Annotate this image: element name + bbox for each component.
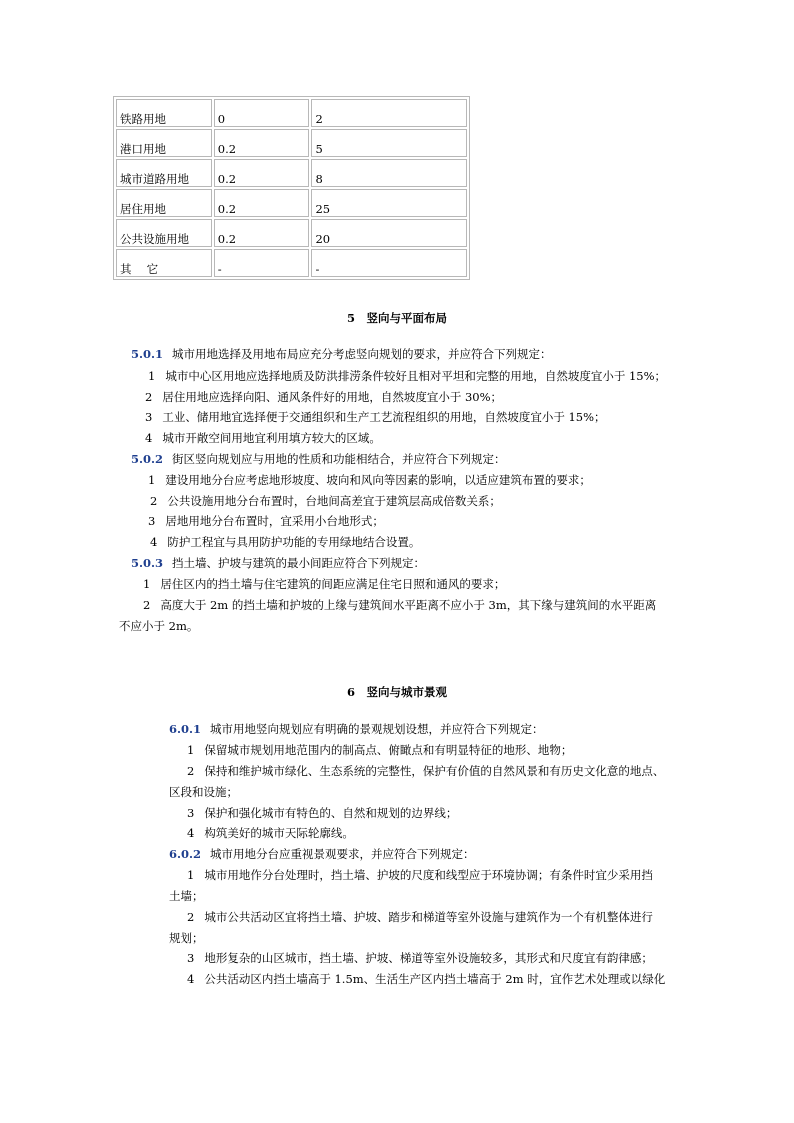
table-cell-max-slope: 20 — [311, 219, 467, 247]
list-item — [187, 805, 457, 821]
item-text: 公共设施用地分台布置时，台地间高差宜于建筑层高成倍数关系； — [167, 494, 501, 508]
list-item — [187, 825, 354, 841]
clause-text: 城市用地选择及用地布局应充分考虑竖向规划的要求，并应符合下列规定： — [172, 347, 552, 361]
table-row — [116, 159, 467, 187]
item-text: 公共活动区内挡土墙高于 1.5m、生活生产区内挡土墙高于 2m 时，宜作艺术处理或以绿化 — [204, 972, 666, 986]
section-6-title: 6 竖向与城市景观 — [346, 685, 447, 699]
item-number: 4 — [187, 826, 195, 840]
clause-5-0-3 — [131, 555, 425, 571]
item-number: 1 — [187, 743, 195, 757]
item-text: 防护工程宜与具用防护功能的专用绿地结合设置。 — [167, 535, 421, 549]
item-number: 4 — [187, 972, 195, 986]
list-item-continuation: 规划； — [169, 931, 204, 945]
table-cell-land-use: 港口用地 — [116, 129, 212, 157]
item-number: 2 — [143, 598, 151, 612]
list-item-continuation: 土墙； — [169, 889, 204, 903]
item-text: 高度大于 2m 的挡土墙和护坡的上缘与建筑间水平距离不应小于 3m，其下缘与建筑间的水平距离 — [160, 598, 657, 612]
table-cell-max-slope: 8 — [311, 159, 467, 187]
list-item — [143, 597, 656, 613]
item-number: 2 — [187, 764, 195, 778]
item-number: 1 — [143, 577, 151, 591]
item-number: 2 — [187, 910, 195, 924]
list-item — [148, 513, 384, 529]
table-cell-max-slope: - — [311, 249, 467, 277]
table-row — [116, 189, 467, 217]
list-item — [187, 763, 664, 779]
list-item — [150, 493, 501, 509]
list-item — [150, 534, 420, 550]
table-row — [116, 249, 467, 277]
table-cell-land-use: 铁路用地 — [116, 99, 212, 127]
clause-5-0-2 — [131, 451, 506, 467]
clause-6-0-2 — [169, 846, 475, 862]
table-cell-min-slope: 0.2 — [214, 129, 310, 157]
item-number: 1 — [148, 369, 156, 383]
table-cell-max-slope: 25 — [311, 189, 467, 217]
section-5-title: 5 竖向与平面布局 — [346, 311, 447, 325]
list-item — [148, 472, 591, 488]
list-item — [148, 368, 666, 384]
item-number: 2 — [145, 390, 153, 404]
clause-6-0-1 — [169, 721, 544, 737]
item-text: 工业、储用地宜选择便于交通组织和生产工艺流程组织的用地，自然坡度宜小于 15%； — [162, 410, 606, 424]
list-item — [187, 971, 665, 987]
list-item — [145, 389, 502, 405]
clause-number: 5.0.2 — [131, 452, 164, 466]
item-number: 1 — [187, 868, 195, 882]
item-text: 居住用地应选择向阳、通风条件好的用地，自然坡度宜小于 30%； — [162, 390, 503, 404]
item-number: 4 — [150, 535, 158, 549]
table-row — [116, 99, 467, 127]
clause-text: 城市用地分台应重视景观要求，并应符合下列规定： — [210, 847, 475, 861]
clause-text: 城市用地竖向规划应有明确的景观规划设想，并应符合下列规定： — [210, 722, 544, 736]
table-cell-land-use: 城市道路用地 — [116, 159, 212, 187]
item-text: 保持和维护城市绿化、生态系统的完整性，保护有价值的自然风景和有历史文化意的地点、 — [204, 764, 665, 778]
table-cell-min-slope: 0.2 — [214, 219, 310, 247]
list-item — [187, 950, 653, 966]
list-item — [187, 867, 653, 883]
list-item — [187, 742, 572, 758]
item-number: 1 — [148, 473, 156, 487]
clause-text: 街区竖向规划应与用地的性质和功能相结合，并应符合下列规定： — [172, 452, 506, 466]
table-cell-land-use: 其 它 — [116, 249, 212, 277]
table-cell-min-slope: - — [214, 249, 310, 277]
table-cell-land-use: 公共设施用地 — [116, 219, 212, 247]
clause-number: 6.0.2 — [169, 847, 202, 861]
item-number: 3 — [187, 806, 195, 820]
item-number: 4 — [145, 431, 153, 445]
table-cell-land-use: 居住用地 — [116, 189, 212, 217]
table-cell-min-slope: 0 — [214, 99, 310, 127]
item-number: 2 — [150, 494, 158, 508]
table-cell-max-slope: 5 — [311, 129, 467, 157]
item-number: 3 — [145, 410, 153, 424]
table-cell-min-slope: 0.2 — [214, 189, 310, 217]
item-text: 保留城市规划用地范围内的制高点、俯瞰点和有明显特征的地形、地物； — [204, 743, 573, 757]
list-item — [145, 430, 381, 446]
clause-number: 5.0.3 — [131, 556, 164, 570]
item-text: 城市中心区用地应选择地质及防洪排涝条件较好且相对平坦和完整的用地，自然坡度宜小于 15%； — [165, 369, 667, 383]
clause-number: 5.0.1 — [131, 347, 164, 361]
item-text: 居住区内的挡土墙与住宅建筑的间距应满足住宅日照和通风的要求； — [160, 577, 506, 591]
clause-number: 6.0.1 — [169, 722, 202, 736]
clause-text: 挡土墙、护坡与建筑的最小间距应符合下列规定： — [172, 556, 426, 570]
land-slope-table — [113, 96, 470, 280]
list-item — [145, 409, 606, 425]
item-text: 保护和强化城市有特色的、自然和规划的边界线； — [204, 806, 458, 820]
item-text: 城市用地作分台处理时，挡土墙、护坡的尺度和线型应于环境协调；有条件时宜少采用挡 — [204, 868, 653, 882]
item-text: 地形复杂的山区城市，挡土墙、护坡、梯道等室外设施较多，其形式和尺度宜有韵律感； — [204, 951, 653, 965]
clause-5-0-1 — [131, 346, 552, 362]
list-item — [143, 576, 505, 592]
item-text: 城市开敞空间用地宜利用填方较大的区域。 — [162, 431, 381, 445]
item-text: 建设用地分台应考虑地形坡度、坡向和风向等因素的影响，以适应建筑布置的要求； — [165, 473, 591, 487]
table-row — [116, 219, 467, 247]
item-number: 3 — [148, 514, 156, 528]
item-text: 构筑美好的城市天际轮廓线。 — [204, 826, 354, 840]
list-item-continuation: 区段和设施； — [169, 785, 238, 799]
table-cell-max-slope: 2 — [311, 99, 467, 127]
list-item-continuation: 不应小于 2m。 — [119, 619, 199, 633]
table-cell-min-slope: 0.2 — [214, 159, 310, 187]
item-number: 3 — [187, 951, 195, 965]
table-row — [116, 129, 467, 157]
item-text: 城市公共活动区宜将挡土墙、护坡、踏步和梯道等室外设施与建筑作为一个有机整体进行 — [204, 910, 653, 924]
item-text: 居地用地分台布置时，宜采用小台地形式； — [165, 514, 384, 528]
list-item — [187, 909, 653, 925]
